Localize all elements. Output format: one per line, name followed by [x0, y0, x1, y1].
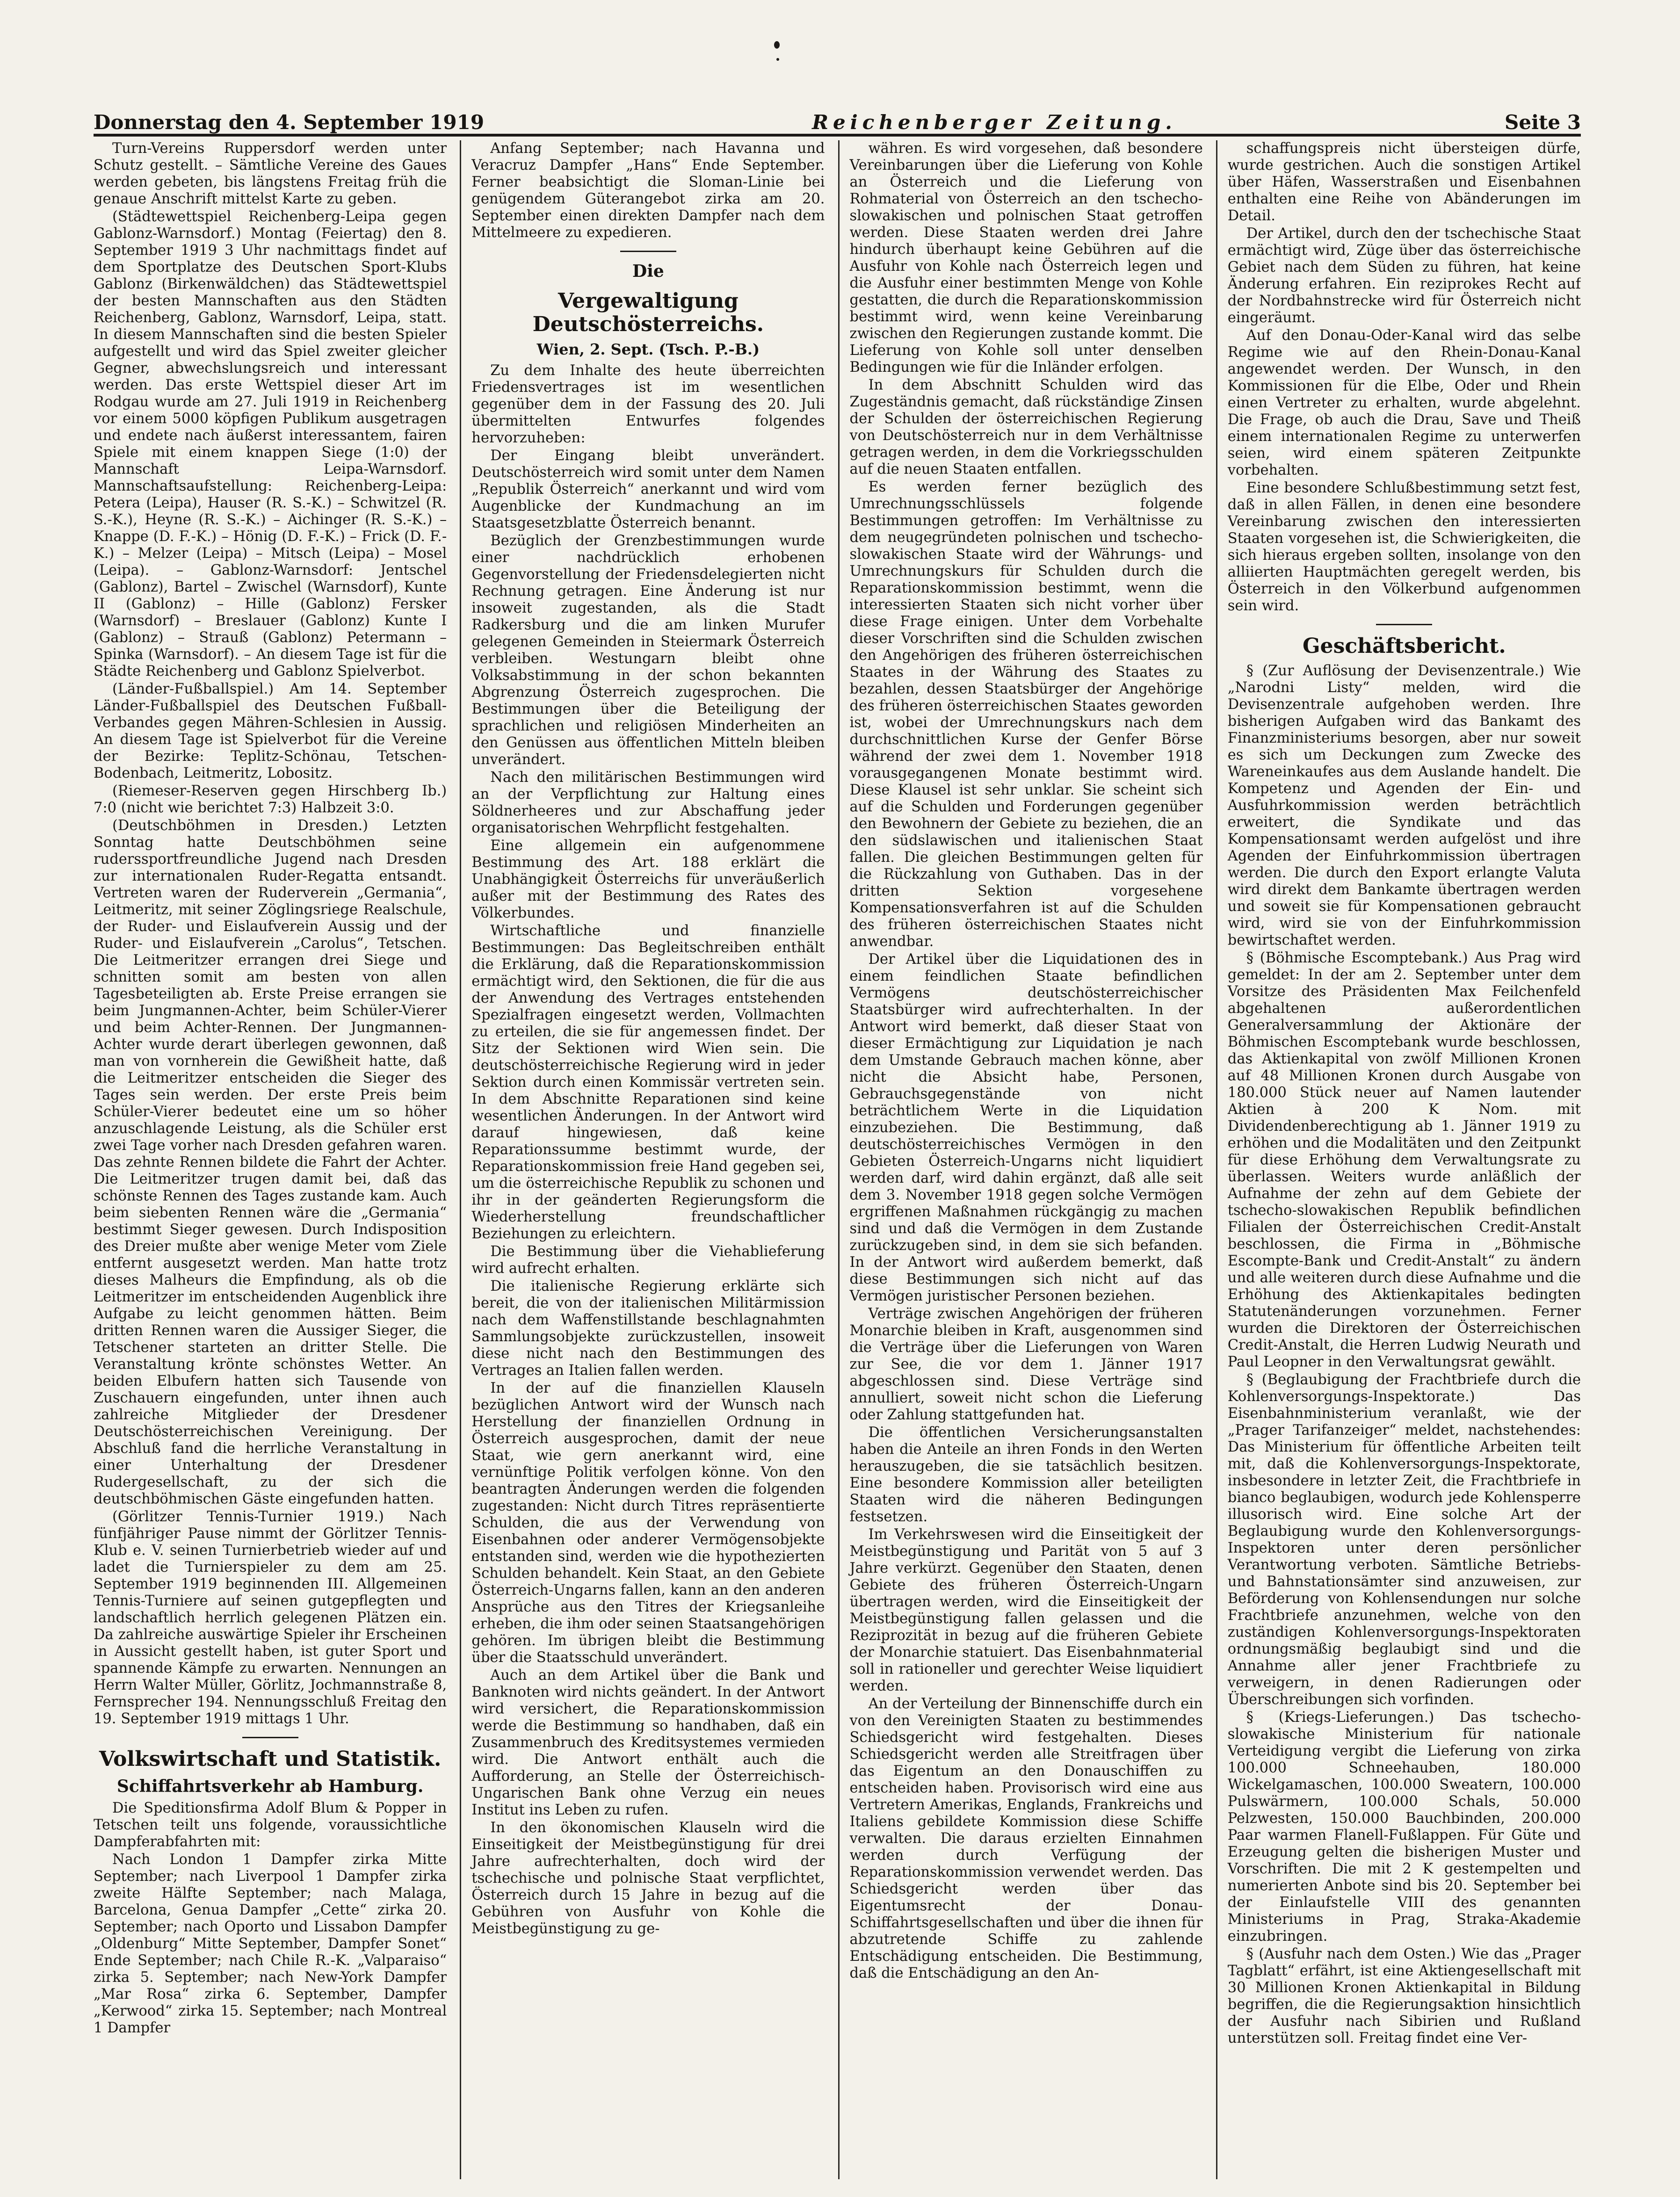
paragraph: (Deutschböhmen in Dresden.) Letzten Sonntag hatte Deutschböhmen seine ruderssportfreundliche Jugend nach Dresden zur internationalen Ruder-Regatta entsandt. Vertreten waren der Ruderverein „Germania“, Leitmeritz, mit seiner Zöglingsriege Realschule, der Ruder- und Eislaufverein Aussig und der Ruder- und Eislaufverein „Carolus“, Tetschen. Die Leitmeritzer errangen drei Siege und schnitten somit am besten von allen Tagesbeteiligten ab. Erste Preise errangen sie beim Jungmannen-Achter, beim Schüler-Vierer und beim Achter-Rennen. Der Jungmannen-Achter wurde derart überlegen gewonnen, daß man von vornherein die Gewißheit hatte, daß die Leitmeritzer entscheiden die Sieger des Tages sein werden. Der erste Preis beim Schüler-Vierer bedeutet eine um so höher anzuschlagende Leistung, als die Schüler erst zwei Tage vorher nach Dresden gefahren waren. Das zehnte Rennen bildete die Fahrt der Achter. Die Leitmeritzer trugen damit bei, daß das schönste Rennen des Tages zustande kam. Auch beim siebenten Rennen wäre die „Germania“ bestimmt Sieger gewesen. Durch Indisposition des Dreier mußte aber wenige Meter vom Ziele entfernt ausgesetzt werden. Man hatte trotz dieses Malheurs die Empfindung, als ob die Leitmeritzer im entscheidenden Augenblick ihre Aufgabe zu leicht genommen hätten. Beim dritten Rennen waren die Aussiger Sieger, die Tetschener starteten an dritter Stelle. Die Veranstaltung krönte schönstes Wetter. An beiden Elbufern hatten sich Tausende von Zuschauern eingefunden, unter ihnen auch zahlreiche Mitglieder der Dresdener Deutschösterreichischen Vereinigung. Der Abschluß fand die herrliche Veranstaltung in einer Unterhaltung der Dresdener Rudergesellschaft, zu der sich die deutschböhmischen Gäste eingefunden hatten. — [94, 817, 447, 1507]
paragraph: An der Verteilung der Binnenschiffe durch ein von den Vereinigten Staaten zu bestimmendes Schiedsgericht wird festgehalten. Dieses Schiedsgericht werden alle Streitfragen über das Eigentum an den Donauschiffen zu entscheiden haben. Provisorisch wird eine aus Vertretern Amerikas, Englands, Frankreichs und Italiens gebildete Kommission diese Schiffe verwalten. Die daraus erzielten Einnahmen werden durch Verfügung der Reparationskommission verwendet werden. Das Schiedsgericht werden über das Eigentumsrecht der Donau-Schiffahrtsgesellschaften und über die ihnen für abzutretende Schiffe zu zahlende Entschädigung entscheiden. Die Bestimmung, daß die Entschädigung an den An- — [849, 1696, 1203, 1981]
paragraph: Zu dem Inhalte des heute überreichten Friedensvertrages ist im wesentlichen gegenüber dem in der Fassung des 20. Juli übermittelten Entwurfes folgendes hervorzuheben: — [471, 362, 825, 446]
divider — [242, 1737, 298, 1738]
divider — [620, 251, 676, 252]
paragraph: Die Bestimmung über die Viehablieferung wird aufrecht erhalten. — [471, 1243, 825, 1277]
paragraph: § (Böhmische Escomptebank.) Aus Prag wird gemeldet: In der am 2. September unter dem Vorsitze des Präsidenten Max Feilchenfeld abgehaltenen außerordentlichen Generalversammlung der Aktionäre der Böhmischen Escomptebank wurde beschlossen, das Aktienkapital von zwölf Millionen Kronen auf 48 Millionen Kronen durch Ausgabe von 180.000 Stück neuer auf Namen lautender Aktien à 200 K Nom. mit Dividendenberechtigung ab 1. Jänner 1919 zu erhöhen und die Modalitäten und den Zeitpunkt für diese Erhöhung dem Verwaltungsrate zu überlassen. Weiters wurde anläßlich der Aufnahme der zehn auf dem Gebiete der tschecho-slowakischen Republik befindlichen Filialen der Österreichischen Credit-Anstalt beschlossen, die Firma in „Böhmische Escompte-Bank und Credit-Anstalt“ zu ändern und alle weiteren durch diese Aufnahme und die Erhöhung des Aktienkapitales bedingten Statutenänderungen vorzunehmen. Ferner wurden die Direktoren der Österreichischen Credit-Anstalt, die Herren Ludwig Neurath und Paul Leopner in den Verwaltungsrat gewählt. — [1227, 950, 1581, 1370]
page-number: Seite 3 — [1505, 111, 1581, 134]
article-columns — [94, 140, 1581, 2179]
section-heading-business: Geschäftsbericht. — [1303, 634, 1506, 658]
paragraph: (Riemeser-Reserven gegen Hirschberg Ib.) 7:0 (nicht wie berichtet 7:3) Halbzeit 3:0. — [94, 783, 447, 816]
paragraph: Die Speditionsfirma Adolf Blum & Popper in Tetschen teilt uns folgende, voraussichtliche Dampferabfahrten mit: — [94, 1800, 447, 1850]
paragraph: Eine besondere Schlußbestimmung setzt fest, daß in allen Fällen, in denen eine besondere Vereinbarung zwischen den interessierten Staaten vorgesehen ist, die Schwierigkeiten, die sich hieraus ergeben sollten, insolange von den alliierten Hauptmächten geregelt werden, bis Österreich in den Völkerbund aufgenommen sein wird. — [1227, 480, 1581, 614]
article-heading-main: Vergewaltigung Deutschösterreichs. — [532, 289, 764, 336]
divider — [1376, 624, 1432, 625]
section-heading-economy: Volkswirtschaft und Statistik. — [99, 1747, 442, 1771]
paragraph: Auf den Donau-Oder-Kanal wird das selbe Regime wie auf den Rhein-Donau-Kanal angewendet werden. Der Wunsch, in den Kommissionen für die Elbe, Oder und Rhein einen Vertreter zu erhalten, wurde abgelehnt. Die Frage, ob auch die Drau, Save und Theiß einem internationalen Regime zu unterwerfen seien, wird einem späteren Zeitpunkte vorbehalten. — [1227, 327, 1581, 478]
paragraph: § (Zur Auflösung der Devisenzentrale.) Wie „Narodni Listy“ melden, wird die Devisenzentrale aufgehoben werden. Ihre bisherigen Aufgaben wird das Bankamt des Finanzministeriums besorgen, aber nur soweit es sich um Deckungen zum Zwecke des Wareneinkaufes aus dem Auslande handelt. Die Kompetenz und Agenden der Ein- und Ausfuhrkommission werden beträchtlich erweitert, die Syndikate und das Kompensationsamt werden aufgelöst und ihre Agenden der Einfuhrkommission übertragen werden. Die durch den Export erlangte Valuta wird direkt dem Bankamte übertragen werden und soweit sie für Kompensationen gebraucht wird, wird sie von der Einfuhrkommission bewirtschaftet werden. — [1227, 663, 1581, 948]
paragraph: Die italienische Regierung erklärte sich bereit, die von der italienischen Militärmission nach dem Waffenstillstande beschlagnahmten Sammlungsobjekte zurückzustellen, insoweit diese nicht nach den Bestimmungen des Vertrages an Italien fallen werden. — [471, 1278, 825, 1379]
article-heading-shipping: Schiffahrtsverkehr ab Hamburg. — [116, 1777, 424, 1796]
paragraph: § (Ausfuhr nach dem Osten.) Wie das „Prager Tagblatt“ erfährt, ist eine Aktiengesellschaft mit 30 Millionen Kronen Aktienkapital in Bildung begriffen, die die Regierungsaktion hinsichtlich der Ausfuhr nach Sibirien und Rußland unterstützen soll. Freitag findet eine Ver- — [1227, 1946, 1581, 2046]
paragraph: Anfang September; nach Havanna und Veracruz Dampfer „Hans“ Ende September. Ferner beabsichtigt die Sloman-Linie bei genügendem Güterangebot zirka am 20. September einen direkten Dampfer nach dem Mittelmeere zu expedieren. — [471, 140, 825, 241]
page-header — [94, 101, 1581, 137]
paragraph: In dem Abschnitt Schulden wird das Zugeständnis gemacht, daß rückständige Zinsen der Schulden der österreichischen Regierung von Deutschösterreich nur in dem Verhältnisse getragen werden, in dem die Vorkriegsschulden auf die neuen Staaten entfallen. — [849, 377, 1203, 477]
column-4 — [1216, 140, 1581, 2179]
column-3 — [838, 140, 1203, 2179]
paragraph: Der Artikel, durch den der tschechische Staat ermächtigt wird, Züge über das österreichische Gebiet nach dem Süden zu führen, hat keine Änderung erfahren. Ein reziprokes Recht auf der Nordbahnstrecke wird für Österreich nicht eingeräumt. — [1227, 225, 1581, 326]
article-heading-pre: Die — [632, 261, 664, 281]
column-1 — [94, 140, 447, 2179]
paragraph: (Görlitzer Tennis-Turnier 1919.) Nach fünfjähriger Pause nimmt der Görlitzer Tennis-Klub e. V. seinen Turnierbetrieb wieder auf und ladet die Turnierspieler zu dem am 25. September 1919 beginnenden III. Allgemeinen Tennis-Turniere auf seinen gutgepflegten und landschaftlich herrlich gelegenen Plätzen ein. Da zahlreiche auswärtige Spieler ihr Erscheinen in Aussicht gestellt haben, ist guter Sport und spannende Kämpfe zu erwarten. Nennungen an Herrn Walter Müller, Görlitz, Jochmannstraße 8, Fernsprecher 194. Nennungsschluß Freitag den 19. September 1919 mittags 1 Uhr. — [94, 1509, 447, 1727]
paragraph: währen. Es wird vorgesehen, daß besondere Vereinbarungen über die Lieferung von Kohle an Österreich und die Lieferung von Rohmaterial von Österreich an den tschecho-slowakischen und polnischen Staat getroffen werden. Diese Staaten werden drei Jahre hindurch überhaupt keine Gebühren auf die Ausfuhr von Kohle nach Österreich legen und die Ausfuhr einer bestimmten Menge von Kohle gestatten, die durch die Reparationskommission bestimmt wird, wenn keine Vereinbarung zwischen den Regierungen zustande kommt. Die Lieferung von Kohle soll unter denselben Bedingungen wie für die Inländer erfolgen. — [849, 140, 1203, 376]
paragraph: Wirtschaftliche und finanzielle Bestimmungen: Das Begleitschreiben enthält die Erklärung, daß die Reparationskommission ermächtigt wird, den Sektionen, die für die aus der Anwendung des Vertrages entstehenden Spezialfragen eingesetzt werden, Vollmachten zu erteilen, die sie für angemessen findet. Der Sitz der Sektionen wird Wien sein. Die deutschösterreichische Regierung wird in jeder Sektion durch einen Kommissär vertreten sein. In dem Abschnitte Reparationen sind keine wesentlichen Änderungen. In der Antwort wird darauf hingewiesen, daß keine Reparationssumme bestimmt wurde, der Reparationskommission freie Hand gegeben sei, um die österreichische Republik zu schonen und ihr in der geänderten Regierungsform die Wiederherstellung freundschaftlicher Beziehungen zu erleichtern. — [471, 923, 825, 1242]
column-2 — [460, 140, 825, 2179]
paragraph: Auch an dem Artikel über die Bank und Banknoten wird nichts geändert. In der Antwort wird versichert, die Reparationskommission werde die Bestimmung so handhaben, daß ein Zusammenbruch des Kreditsystemes vermieden wird. Die Antwort enthält auch die Aufforderung, an Stelle der Österreichisch-Ungarischen Bank ohne Verzug ein neues Institut ins Leben zu rufen. — [471, 1667, 825, 1818]
paragraph: § (Kriegs-Lieferungen.) Das tschecho-slowakische Ministerium für nationale Verteidigung vergibt die Lieferung von zirka 100.000 Schneehauben, 180.000 Wickelgamaschen, 100.000 Sweatern, 100.000 Pulswärmern, 100.000 Schals, 50.000 Pelzwesten, 150.000 Bauchbinden, 200.000 Paar warmen Flanell-Fußlappen. Für Güte und Erzeugung gelten die bisherigen Muster und Vorschriften. Die mit 2 K gestempelten und numerierten Anbote sind bis 20. September bei der Einlaufstelle VIII des genannten Ministeriums in Prag, Straka-Akademie einzubringen. — [1227, 1709, 1581, 1944]
paragraph: Nach London 1 Dampfer zirka Mitte September; nach Liverpool 1 Dampfer zirka zweite Hälfte September; nach Malaga, Barcelona, Genua Dampfer „Cette“ zirka 20. September; nach Oporto und Lissabon Dampfer „Oldenburg“ Mitte September, Dampfer Sonet“ Ende September; nach Chile R.-K. „Valparaiso“ zirka 5. September; nach New-York Dampfer „Mar Rosa“ zirka 6. September, Dampfer „Kerwood“ zirka 15. September; nach Montreal 1 Dampfer — [94, 1851, 447, 2036]
paragraph: Der Artikel über die Liquidationen des in einem feindlichen Staate befindlichen Vermögens deutschösterreichischer Staatsbürger wird aufrechterhalten. In der Antwort wird bemerkt, daß dieser Staat von dieser Ermächtigung zur Liquidation je nach dem Umstande Gebrauch machen könne, aber nicht die Absicht habe, Personen, Gebrauchsgegenstände von nicht beträchtlichem Werte in die Liquidation einzubeziehen. Die Bestimmung, daß deutschösterreichisches Vermögen in den Gebieten Österreich-Ungarns nicht liquidiert werden darf, wird dahin ergänzt, daß alle seit dem 3. November 1918 gegen solche Vermögen ergriffenen Maßnahmen rückgängig zu machen sind und daß die Vermögen in dem Zustande zurückzugeben sind, in dem sie sich befanden. In der Antwort wird außerdem bemerkt, daß diese Bestimmungen sich nicht auf das Vermögen juristischer Personen beziehen. — [849, 951, 1203, 1304]
dateline: Wien, 2. Sept. (Tsch. P.-B.) — [536, 340, 760, 358]
paragraph: Nach den militärischen Bestimmungen wird an der Verpflichtung zur Haltung eines Söldnerheeres und zur Abschaffung jeder organisatorischen Wehrpflicht festgehalten. — [471, 769, 825, 836]
paragraph: Eine allgemein ein aufgenommene Bestimmung des Art. 188 erklärt die Unabhängigkeit Österreichs für unveräußerlich außer mit der Bestimmung des Rates des Völkerbundes. — [471, 838, 825, 921]
ink-speck — [776, 58, 779, 61]
paragraph: (Länder-Fußballspiel.) Am 14. September Länder-Fußballspiel des Deutschen Fußball-Verbandes gegen Mähren-Schlesien in Aussig. An diesem Tage ist Spielverbot für die Vereine der Bezirke: Teplitz-Schönau, Tetschen-Bodenbach, Leitmeritz, Lobositz. — [94, 681, 447, 781]
paragraph: Die öffentlichen Versicherungsanstalten haben die Anteile an ihren Fonds in den Werten herauszugeben, die sie tatsächlich besitzen. Eine besondere Kommission aller beteiligten Staaten wird die näheren Bedingungen festsetzen. — [849, 1424, 1203, 1525]
paragraph: Turn-Vereins Ruppersdorf werden unter Schutz gestellt. – Sämtliche Vereine des Gaues werden gebeten, bis längstens Freitag früh die genaue Anschrift mittelst Karte zu geben. — [94, 140, 447, 207]
paragraph: (Städtewettspiel Reichenberg-Leipa gegen Gablonz-Warnsdorf.) Montag (Feiertag) den 8. September 1919 3 Uhr nachmittags findet auf dem Sportplatze des Deutschen Sport-Klubs Gablonz (Birkenwäldchen) das Städtewettspiel der besten Mannschaften aus den Städten Reichenberg, Gablonz, Warnsdorf, Leipa, statt. In diesem Mannschaften sind die besten Spieler aufgestellt und wird das Spiel zweiter gleicher Gegner, abwechslungsreich und interessant werden. Das erste Wettspiel dieser Art im Rodgau wurde am 27. Juli 1919 in Reichenberg vor einem 5000 köpfigen Publikum ausgetragen und endete nach äußerst interessantem, fairen Spiele mit einem knappen Siege (1:0) der Mannschaft Leipa-Warnsdorf. Mannschaftsaufstellung: Reichenberg-Leipa: Petera (Leipa), Hauser (R. S.-K.) – Schwitzel (R. S.-K.), Heyne (R. S.-K.) – Aichinger (R. S.-K.) – Knappe (D. F.-K.) – Hönig (D. F.-K.) – Frick (D. F.-K.) – Melzer (Leipa) – Mitsch (Leipa) – Mosel (Leipa). – Gablonz-Warnsdorf: Jentschel (Gablonz), Bartel – Zwischel (Warnsdorf), Kunte II (Gablonz) – Hille (Gablonz) Fersker (Warnsdorf) – Breslauer (Gablonz) Kunte I (Gablonz) – Strauß (Gablonz) Petermann – Spinka (Warnsdorf). – An diesem Tage ist für die Städte Reichenberg und Gablonz Spielverbot. — [94, 209, 447, 679]
newspaper-title: Reichenberger Zeitung. — [812, 111, 1177, 134]
paragraph: Der Eingang bleibt unverändert. Deutschösterreich wird somit unter dem Namen „Republik Österreich“ anerkannt und wird vom Augenblicke der Kundmachung an im Staatsgesetzblatte Österreich benannt. — [471, 448, 825, 531]
paragraph: Bezüglich der Grenzbestimmungen wurde einer nachdrücklich erhobenen Gegenvorstellung der Friedensdelegierten nicht Rechnung getragen. Eine Änderung ist nur insoweit zugestanden, als die Stadt Radkersburg und die am linken Murufer gelegenen Gemeinden in Steiermark Österreich verbleiben. Westungarn bleibt ohne Volksabstimmung in der schon bekannten Abgrenzung Österreich zugesprochen. Die Bestimmungen über die Beteiligung der sprachlichen und religiösen Minderheiten an den Genüssen aus öffentlichen Mitteln bleiben unverändert. — [471, 533, 825, 768]
paragraph: Im Verkehrswesen wird die Einseitigkeit der Meistbegünstigung und Parität von 5 auf 3 Jahre verkürzt. Gegenüber den Staaten, denen Gebiete des früheren Österreich-Ungarn übertragen werden, wird die Einseitigkeit der Meistbegünstigung fallen gelassen und die Reziprozität in bezug auf die früheren Gebiete der Monarchie statuiert. Das Eisenbahnmaterial soll in rationeller und gerechter Weise liquidiert werden. — [849, 1526, 1203, 1694]
paragraph: Es werden ferner bezüglich des Umrechnungsschlüssels folgende Bestimmungen getroffen: Im Verhältnisse zu dem neugegründeten polnischen und tschecho-slowakischen Staate wird der Währungs- und Umrechnungskurs für Schulden durch die Reparationskommission bestimmt, wenn die interessierten Staaten sich nicht vorher über diese Frage einigen. Unter dem Vorbehalte dieser Vorschriften sind die Schulden zwischen den Angehörigen des früheren österreichischen Staates in der Währung des Staates zu bezahlen, dessen Staatsbürger der Angehörige des früheren österreichischen Staates geworden ist, wobei der Umrechnungskurs nach dem durchschnittlichen Kurse der Genfer Börse während der zwei dem 1. November 1918 vorausgegangenen Monate bestimmt wird. Diese Klausel ist sehr unklar. Sie scheint sich auf die Schulden und Forderungen gegenüber den Bewohnern der Gebiete zu beziehen, die an den südslawischen und italienischen Staat fallen. Die gleichen Bestimmungen gelten für die Rückzahlung von Guthaben. Das in der dritten Sektion vorgesehene Kompensationsverfahren ist auf die Schulden des früheren österreichischen Staates nicht anwendbar. — [849, 479, 1203, 950]
ink-speck — [774, 41, 780, 49]
paragraph: In den ökonomischen Klauseln wird die Einseitigkeit der Meistbegünstigung für drei Jahre aufrechterhalten, doch wird der tschechische und polnische Staat verpflichtet, Österreich durch 15 Jahre in bezug auf die Gebühren von Ausfuhr von Kohle die Meistbegünstigung zu ge- — [471, 1820, 825, 1937]
paragraph: § (Beglaubigung der Frachtbriefe durch die Kohlenversorgungs-Inspektorate.) Das Eisenbahnministerium veranlaßt, wie der „Prager Tarifanzeiger“ meldet, nachstehendes: Das Ministerium für öffentliche Arbeiten teilt mit, daß die Kohlenversorgungs-Inspektorate, insbesondere in letzter Zeit, die Frachtbriefe in bianco beglaubigen, wodurch jede Kohlensperre illusorisch wird. Eine solche Art der Beglaubigung wurde den Kohlenversorgungs-Inspektoren unter deren persönlicher Verantwortung verboten. Sämtliche Betriebs- und Bahnstationsämter sind anzuweisen, zur Beförderung von Kohlensendungen nur solche Frachtbriefe anzunehmen, welche von den zuständigen Kohlenversorgungs-Inspektoraten ordnungsmäßig beglaubigt sind und die Annahme aller jener Frachtbriefe zu verweigern, in denen Radierungen oder Überschreibungen sich vorfinden. — [1227, 1372, 1581, 1708]
paragraph: In der auf die finanziellen Klauseln bezüglichen Antwort wird der Wunsch nach Herstellung der finanziellen Ordnung in Österreich ausgesprochen, damit der neue Staat, wie gern anerkannt wird, eine vernünftige Politik verfolgen könne. Von den beantragten Änderungen werden die folgenden zugestanden: Nicht durch Titres repräsentierte Schulden, die aus der Verwendung von Eisenbahnen oder anderer Vermögensobjekte entstanden sind, werden wie die hypothezierten Schulden behandelt. Kein Staat, an den Gebiete Österreich-Ungarns fallen, kann an den anderen Ansprüche aus den Titres der Kriegsanleihe erheben, die ihm oder seinen Staatsangehörigen gehören. Im übrigen bleibt die Bestimmung über die Staatsschuld unverändert. — [471, 1380, 825, 1666]
paragraph: schaffungspreis nicht übersteigen dürfe, wurde gestrichen. Auch die sonstigen Artikel über Häfen, Wasserstraßen und Eisenbahnen enthalten eine Reihe von Abänderungen im Detail. — [1227, 140, 1581, 224]
header-date: Donnerstag den 4. September 1919 — [94, 111, 485, 134]
paragraph: Verträge zwischen Angehörigen der früheren Monarchie bleiben in Kraft, ausgenommen sind die Verträge über die Lieferungen von Waren zur See, die vor dem 1. Jänner 1917 abgeschlossen sind. Diese Verträge sind annulliert, soweit nicht schon die Lieferung oder Zahlung stattgefunden hat. — [849, 1306, 1203, 1423]
